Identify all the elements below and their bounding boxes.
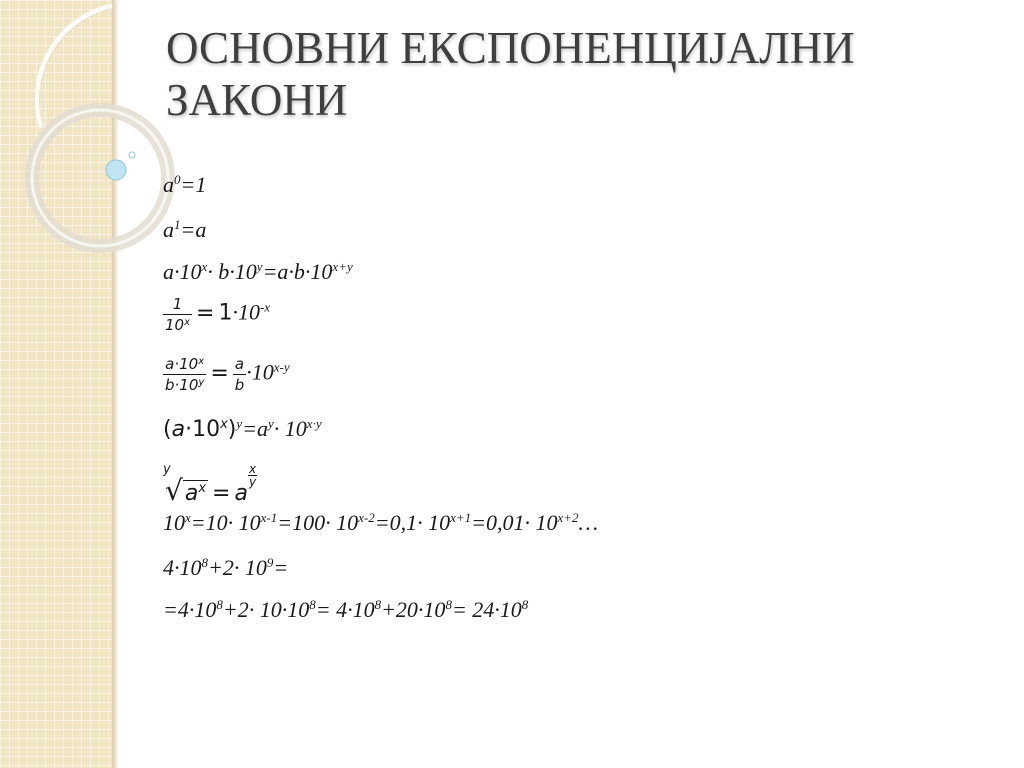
formula-zero-exponent [163, 172, 206, 198]
radical-index: y [163, 462, 171, 477]
fraction [163, 295, 192, 334]
exponent: y [198, 377, 205, 388]
fraction-numerator: a [233, 355, 247, 375]
exponent: y [256, 259, 263, 274]
formula-text: a [234, 481, 248, 506]
equals-sign: = [196, 300, 215, 326]
formula-text: =10· 10 [190, 510, 261, 535]
formula-quotient-rule [163, 355, 290, 394]
formula-negative-exponent [163, 295, 270, 334]
exponent: x-y [273, 359, 290, 375]
fraction-numerator [163, 355, 206, 375]
exponent: 9 [266, 555, 274, 570]
formula-text: a [163, 172, 174, 197]
formula-text: 10 [165, 316, 185, 334]
formula-text: a·10 [163, 259, 202, 284]
small-bubble [129, 152, 135, 158]
formula-text: =4·10 [163, 597, 217, 622]
fraction-denominator: b [234, 376, 245, 394]
example-expression [163, 555, 288, 581]
fraction-denominator [163, 375, 206, 394]
exponent: x [201, 259, 208, 274]
equals-sign: = [212, 481, 231, 506]
formula-text: =a [180, 217, 207, 242]
exponent: x+y [332, 259, 353, 274]
formula-text: a [184, 481, 199, 506]
formula-text: =a [242, 416, 269, 441]
formula-text: =0,01· 10 [471, 510, 558, 535]
formula-text: = 4·10 [315, 597, 375, 622]
formula-root-rule [163, 463, 257, 507]
exponent: x-2 [358, 510, 375, 525]
exponent: 1 [174, 217, 181, 232]
formula-text: =0,1· 10 [374, 510, 451, 535]
exponent: 8 [309, 597, 316, 612]
exponent: x-1 [260, 510, 278, 525]
formula-text: · 10 [273, 416, 307, 441]
formula-text: ·10 [246, 359, 274, 385]
formula-power-rule [163, 416, 322, 442]
formula-text: ·10 [185, 417, 221, 442]
paren: ( [163, 417, 172, 442]
formula-text: a·10 [165, 355, 199, 373]
formula-text: a [171, 417, 186, 442]
lower-ring-highlight [32, 110, 168, 246]
radicand [183, 480, 208, 506]
exponent: 8 [374, 597, 382, 612]
formula-decomposition [163, 510, 598, 536]
fraction-numerator: 1 [163, 295, 192, 315]
slide-title: ОСНОВНИ ЕКСПОНЕНЦИЈАЛНИ ЗАКОНИ [166, 23, 855, 125]
paren: ) [227, 417, 237, 442]
formula-text: = 24·10 [451, 597, 522, 622]
fraction-denominator [163, 315, 192, 334]
exponent: y [268, 416, 274, 431]
formula-text: =1 [180, 172, 207, 197]
fraction [163, 355, 206, 394]
formula-text: ·10 [232, 299, 260, 325]
formula-text: +20·10 [381, 597, 446, 622]
exponent: 8 [201, 555, 208, 570]
formula-text: … [578, 510, 599, 535]
exponent: x·y [306, 416, 322, 431]
formula-text: 10 [163, 510, 185, 535]
formula-text: =a·b·10 [262, 259, 333, 284]
formula-text: b·10 [165, 376, 199, 394]
formula-text: 4·10 [163, 555, 202, 580]
formula-text: a [163, 217, 174, 242]
formula-text: =100· 10 [277, 510, 359, 535]
exponent-denominator: y [248, 475, 257, 489]
exponent: x [184, 317, 191, 328]
exponent: x [198, 356, 205, 367]
exponent: x+1 [450, 510, 472, 525]
blue-bubble [106, 160, 126, 180]
exponent: x+2 [557, 510, 579, 525]
formula-product-rule [163, 259, 353, 285]
exponent-fraction [248, 463, 257, 488]
formula-text: = [273, 555, 289, 580]
exponent: y [236, 416, 243, 431]
radical-sign: √ [165, 474, 183, 507]
formula-text: 1 [218, 300, 233, 326]
exponent: 8 [445, 597, 452, 612]
radical [163, 462, 208, 507]
fraction [233, 355, 247, 394]
exponent-numerator: x [248, 462, 257, 476]
exponent: x [198, 481, 207, 496]
formula-first-exponent [163, 217, 206, 243]
formula-text: +2· 10 [208, 555, 267, 580]
equals-sign: = [210, 360, 229, 386]
decorative-rings [0, 0, 180, 260]
exponent: -x [259, 299, 271, 315]
formula-text: · b·10 [207, 259, 257, 284]
example-solution [163, 597, 528, 623]
exponent: x [185, 510, 191, 525]
exponent: 8 [521, 597, 529, 612]
formula-text: +2· 10·10 [222, 597, 310, 622]
exponent: 8 [216, 597, 223, 612]
exponent: x [220, 417, 228, 432]
exponent: 0 [174, 172, 181, 187]
